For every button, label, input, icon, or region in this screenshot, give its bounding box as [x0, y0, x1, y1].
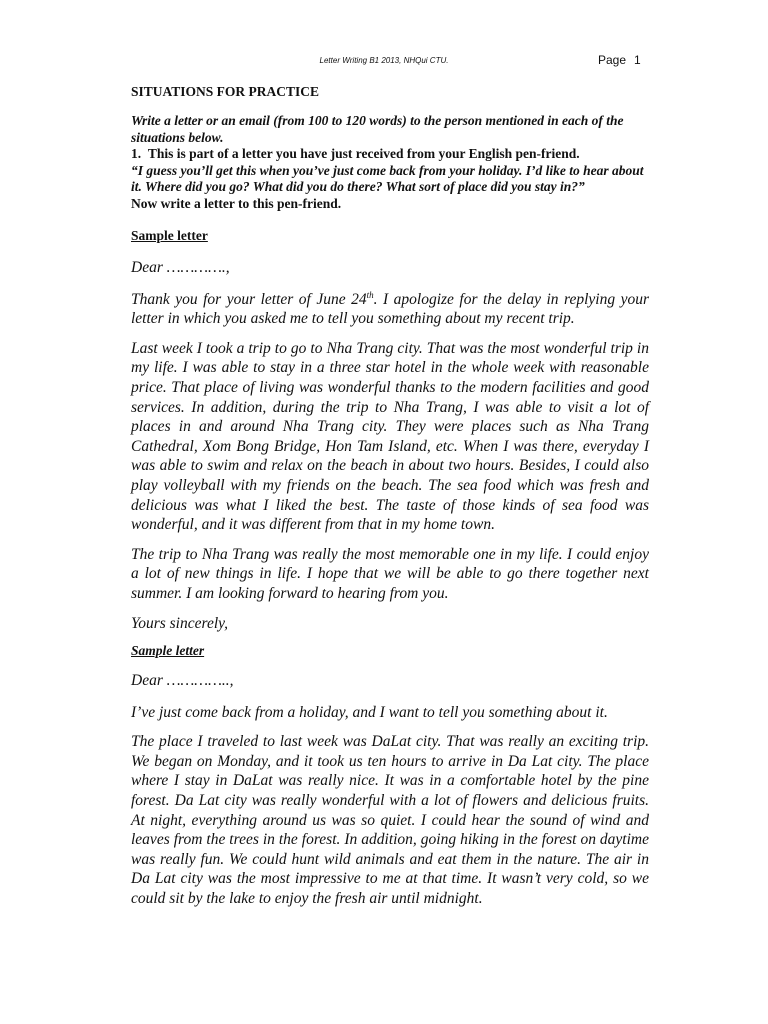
sample-letter-label-2: Sample letter	[131, 643, 205, 659]
letter-paragraph: The trip to Nha Trang was really the most memorable one in my life. I could enjoy a lot of new things in life. I hope that we will be able to go there together next summer. I am looking forward to hearing from you.	[131, 545, 649, 602]
salutation: Dear …………..,	[131, 672, 234, 690]
running-header: Letter Writing B1 2013, NHQui CTU.	[319, 56, 449, 65]
document-body	[131, 84, 649, 919]
letter-paragraph: Last week I took a trip to go to Nha Trang city. That was the most wonderful trip in my life. I was able to stay in a three star hotel in the whole week with reasonable price. That place of living was wonderful thanks to the modern facilities and good services. In addition, during the trip to Nha Trang, I was able to visit a lot of places in and around Nha Trang city. They were places such as Nha Trang Cathedral, Xom Bong Bridge, Hon Tam Island, etc. When I was there, everyday I was able to swim and relax on the beach in about two hours. Besides, I could also play volleyball with my friends on the beach. The sea food which was fresh and delicious was what I liked the best. The taste of those kinds of sea food was wonderful, and it was different from that in my home town.	[131, 339, 649, 534]
item-text: This is part of a letter you have just received from your English pen-friend.	[147, 146, 580, 161]
section-title: SITUATIONS FOR PRACTICE	[131, 84, 320, 99]
instruction-line: Write a letter or an email (from 100 to 120 words) to the person mentioned in each of the situations below.	[131, 113, 624, 145]
sample-letter-label-1: Sample letter	[131, 228, 208, 243]
page-number-value: 1	[634, 53, 641, 67]
letter-paragraph: I’ve just come back from a holiday, and I want to tell you something about it.	[131, 703, 608, 721]
situation-item	[131, 146, 649, 163]
letter-paragraph	[131, 290, 649, 329]
page-label: Page	[598, 53, 627, 67]
paragraph-text: Thank you for your letter of June 24	[131, 290, 367, 308]
task-line: Now write a letter to this pen-friend.	[131, 195, 342, 211]
salutation: Dear ………….,	[131, 259, 230, 276]
ordinal-suffix: th	[366, 289, 374, 300]
letter-paragraph: The place I traveled to last week was DaLat city. That was really an exciting trip. We began on Monday, and it took us ten hours to arrive in Da Lat city. The place where I stay in DaLat was really nice. It was in a comfortable hotel by the pine forest. Da Lat city was really wonderful with a lot of flowers and delicious fruits. At night, everything around us was so quiet. I could hear the sound of wind and leaves from the trees in the forest. In addition, going hiking in the forest on daytime was really fun. We could hunt wild animals and eat them in the nature. The air in Da Lat city was the most impressive to me at that time. It wasn’t very cold, so we could sit by the lake to enjoy the fresh air until midnight.	[131, 733, 649, 908]
paragraph-text: . I apologize for the delay in replying your letter in which you asked me to tell you something about my recent trip.	[131, 290, 650, 328]
page-number	[598, 53, 641, 67]
sample-letter-2	[131, 671, 649, 909]
item-number: 1.	[131, 146, 142, 161]
pen-friend-quote: “I guess you’ll get this when you’ve just come back from your holiday. I’d like to hear about it. Where did you go? What did you do there? What sort of place did you stay in?”	[131, 162, 644, 194]
instructions	[131, 113, 649, 212]
closing: Yours sincerely,	[131, 614, 229, 632]
sample-letter-1	[131, 258, 649, 633]
